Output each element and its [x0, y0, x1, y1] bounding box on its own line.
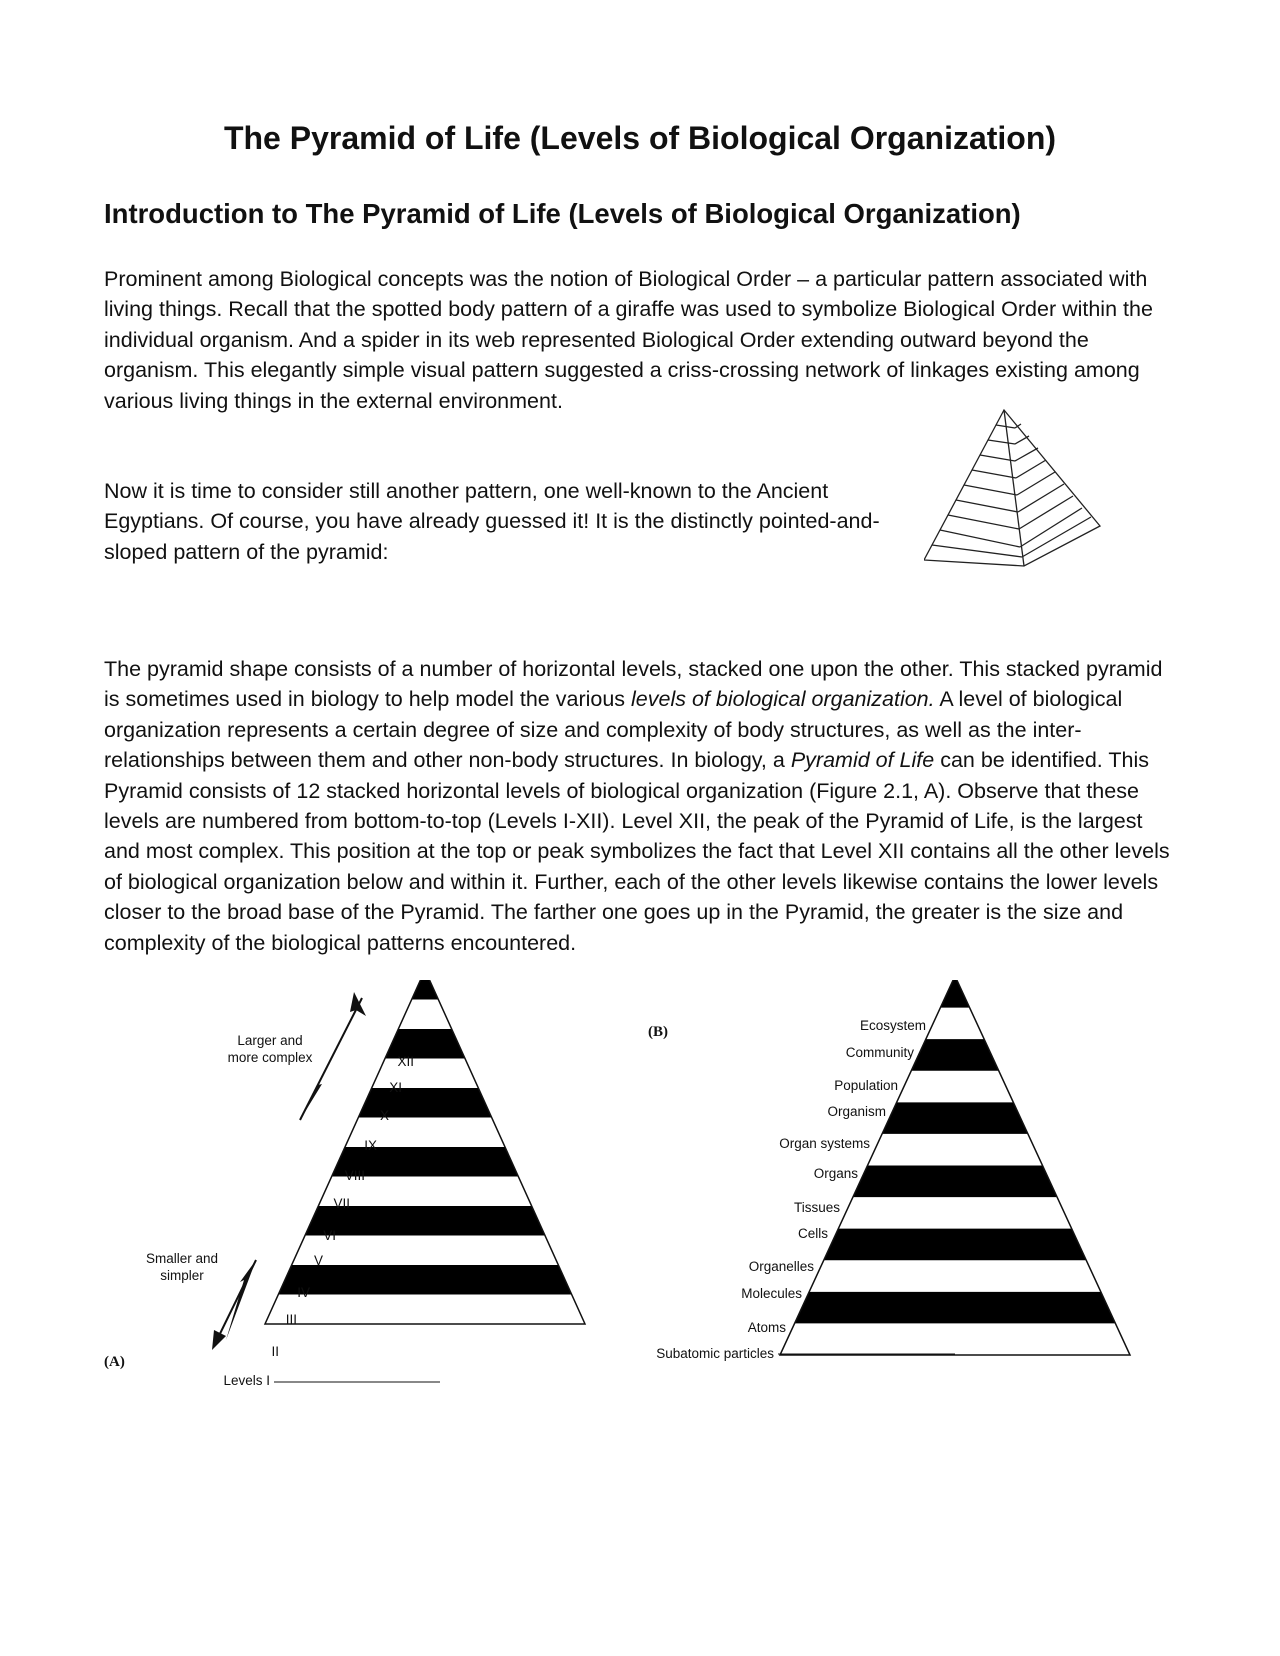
level-label-2: II	[271, 1344, 279, 1359]
section-heading: Introduction to The Pyramid of Life (Levels of Biological Organization)	[104, 198, 1021, 229]
label-molecules: Molecules	[741, 1286, 802, 1301]
down-arrow	[212, 1260, 256, 1350]
label-organelles: Organelles	[748, 1259, 814, 1274]
label-organs: Organs	[813, 1166, 858, 1181]
paragraph-text-part1: The pyramid shape consists of a number of horizontal levels, stacked one upon the other. This stacked pyramid is sometimes used in biology to help model the various	[104, 657, 1163, 712]
panel-a-tag: (A)	[104, 1354, 125, 1370]
panel-a	[104, 980, 585, 1388]
small-pyramid-illustration	[924, 408, 1104, 568]
panel-b-tag: (B)	[648, 1024, 668, 1040]
figure-pyramid-of-life	[0, 980, 1280, 1400]
panel-b	[648, 980, 1130, 1361]
level-label-8: VIII	[344, 1168, 365, 1183]
panel-a-bands	[278, 980, 571, 1295]
panel-b-band-12	[940, 980, 969, 1008]
emphasis-levels-of-organization: levels of biological organization.	[631, 687, 935, 712]
level-label-4: IV	[297, 1285, 310, 1300]
paragraph-text-part3: can be identified. This Pyramid consists of 12 stacked horizontal levels of biological organization (Figure 2.1, A). Observe that these levels are numbered from bottom-to-top (Levels I-XII). Level XII, the peak of the Pyramid of Life, is the largest and most complex. This position at the top or peak symbolizes the fact that Level XII contains all the other levels of biological organization below and within it. Further, each of the other levels likewise contains the lower levels closer to the broad base of the Pyramid. The farther one goes up in the Pyramid, the greater is the size and complexity of the biological patterns encountered.	[104, 748, 1170, 955]
panel-b-band-6	[853, 1166, 1057, 1198]
label-tissues: Tissues	[793, 1200, 840, 1215]
paragraph-pyramid-intro: Now it is time to consider still another pattern, one well-known to the Ancient Egyptians. Of course, you have already guessed it! It is the distinctly pointed-and-sloped pattern of the pyramid:	[104, 479, 880, 564]
panel-b-band-2	[795, 1292, 1116, 1324]
panel-b-band-8	[882, 1102, 1028, 1134]
emphasis-pyramid-of-life: Pyramid of Life	[790, 748, 935, 773]
level-label-7: VII	[333, 1196, 350, 1211]
label-organ-systems: Organ systems	[779, 1136, 870, 1151]
panel-b-band-4	[824, 1229, 1087, 1261]
label-ecosystem: Ecosystem	[859, 1018, 926, 1033]
label-population: Population	[834, 1078, 898, 1093]
paragraph-text-part2: A level of biological organization represents a certain degree of size and complexity of body structures, as well as the inter-relationships between them and other non-body structures. In biology, a	[104, 687, 1123, 773]
label-atoms: Atoms	[747, 1320, 786, 1335]
panel-a-pyramid	[265, 980, 585, 1324]
level-label-10: X	[379, 1108, 389, 1123]
label-community: Community	[845, 1045, 914, 1060]
paragraph-levels-of-organization	[104, 654, 1179, 958]
panel-a-band-2	[278, 1265, 571, 1295]
label-cells: Cells	[797, 1226, 828, 1241]
larger-label-line2: more complex	[227, 1050, 313, 1065]
level-label-5: V	[313, 1253, 323, 1268]
panel-b-bands	[795, 980, 1116, 1323]
level-label-1: Levels I	[223, 1373, 270, 1388]
label-subatomic-particles: Subatomic particles	[656, 1346, 774, 1361]
larger-label-line1: Larger and	[237, 1033, 303, 1048]
label-organism: Organism	[827, 1104, 886, 1119]
panel-a-band-8	[358, 1088, 491, 1118]
smaller-label-line1: Smaller and	[145, 1251, 219, 1266]
page-title: The Pyramid of Life (Levels of Biological Organization)	[223, 120, 1057, 156]
level-label-9: IX	[364, 1138, 377, 1153]
smaller-label-line2: simpler	[160, 1268, 204, 1283]
level-label-3: III	[285, 1312, 297, 1327]
level-label-6: VI	[323, 1228, 336, 1243]
paragraph-biological-order: Prominent among Biological concepts was the notion of Biological Order – a particular pattern associated with living things. Recall that the spotted body pattern of a giraffe was used to symbolize Biological Order within the individual organism. And a spider in its web represented Biological Order extending outward beyond the organism. This elegantly simple visual pattern suggested a criss-crossing network of linkages existing among various living things in the external environment.	[104, 267, 1153, 413]
level-label-11: XI	[389, 1080, 402, 1095]
level-label-12: XII	[397, 1054, 414, 1069]
